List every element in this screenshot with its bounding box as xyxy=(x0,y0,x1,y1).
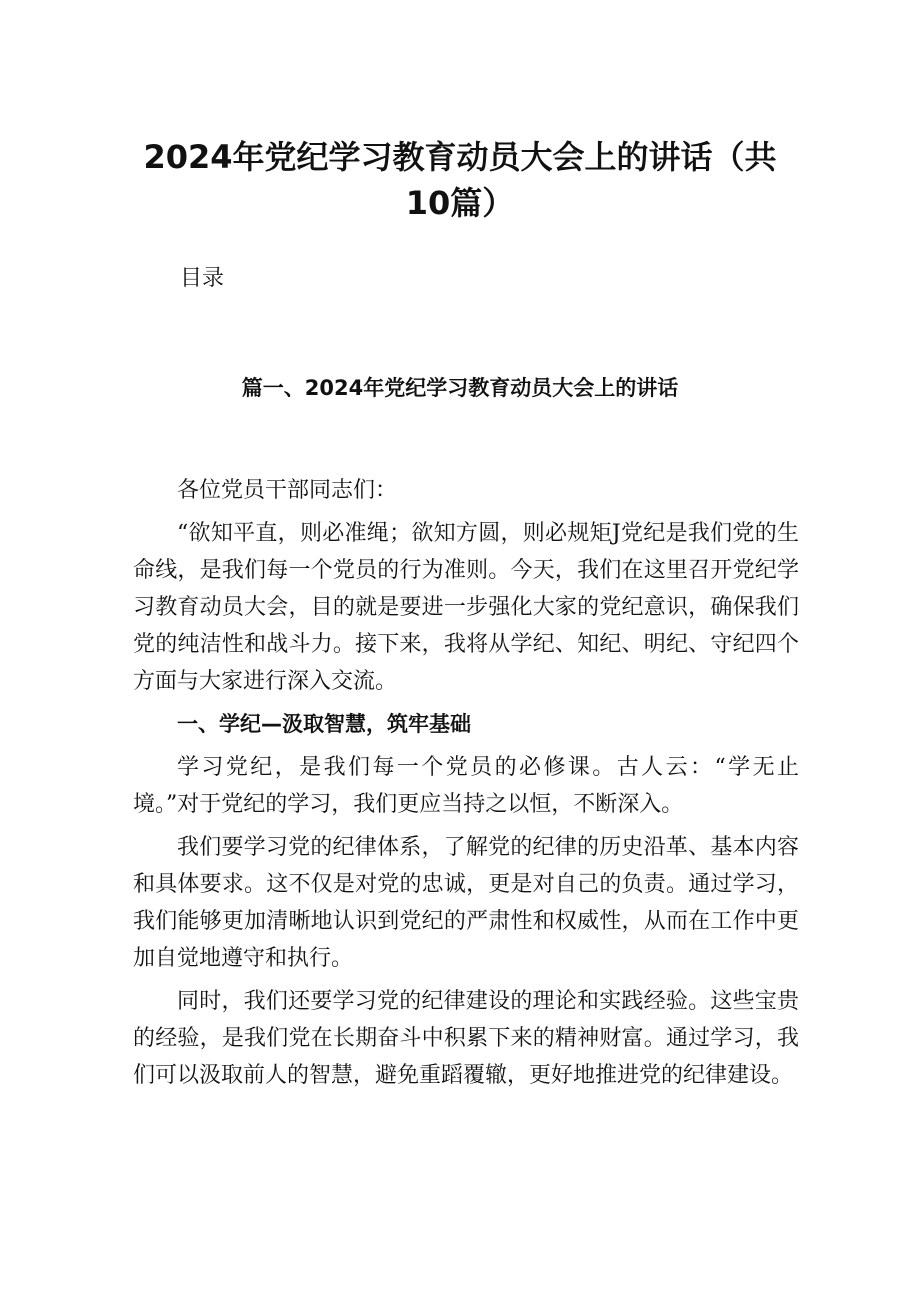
section-paragraph: 同时，我们还要学习党的纪律建设的理论和实践经验。这些宝贵的经验，是我们党在长期奋斗中积累下来的精神财富。通过学习，我们可以汲取前人的智慧，避免重蹈覆辙，更好地推进党的纪律建设。 xyxy=(133,989,799,1088)
section-paragraph: 学习党纪，是我们每一个党员的必修课。古人云：“学无止境。”对于党纪的学习，我们更应当持之以恒，不断深入。 xyxy=(133,755,799,817)
opening-paragraph: “欲知平直，则必准绳；欲知方圆，则必规矩J党纪是我们党的生命线，是我们每一个党员的行为准则。今天，我们在这里召开党纪学习教育动员大会，目的就是要进一步强化大家的党纪意识，确保我们党的纯洁性和战斗力。接下来，我将从学纪、知纪、明纪、守纪四个方面与大家进行深入交流。 xyxy=(133,521,799,694)
chapter-title: 篇一、2024年党纪学习教育动员大会上的讲话 xyxy=(241,376,679,400)
section-heading: 一、学纪—汲取智慧，筑牢基础 xyxy=(177,712,471,736)
document-body xyxy=(133,472,799,1100)
section-paragraph: 我们要学习党的纪律体系，了解党的纪律的历史沿革、基本内容和具体要求。这不仅是对党的忠诚，更是对自己的负责。通过学习，我们能够更加清晰地认识到党纪的严肃性和权威性，从而在工作中更加自觉地遵守和执行。 xyxy=(133,835,799,971)
document-title: 2024年党纪学习教育动员大会上的讲话（共10篇） xyxy=(143,138,777,222)
greeting: 各位党员干部同志们： xyxy=(177,478,398,503)
toc-label: 目录 xyxy=(180,266,225,291)
